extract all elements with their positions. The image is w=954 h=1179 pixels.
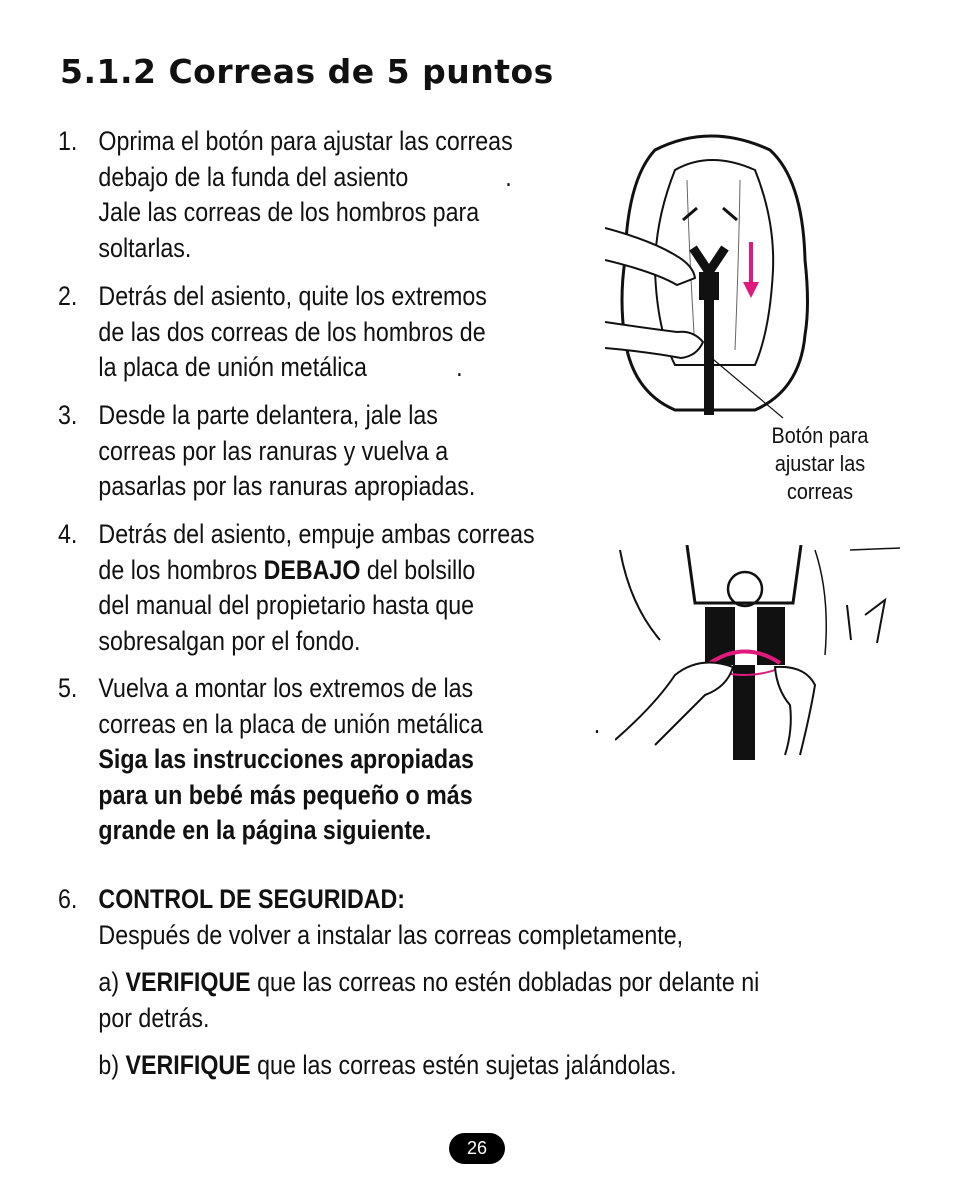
item-period: . — [456, 352, 463, 382]
caption-line: ajustar las — [774, 451, 866, 476]
item-line — [98, 813, 483, 849]
item-line — [98, 553, 534, 589]
item-line: debajo de la funda del asiento — [98, 161, 409, 192]
item-text: de los hombros — [98, 554, 264, 585]
page-number-badge: 26 — [449, 1133, 505, 1164]
item-line: del manual del propietario hasta que — [98, 590, 475, 620]
item-number: 5. — [58, 673, 78, 703]
item-number: 6. — [58, 884, 78, 914]
item-line — [98, 965, 759, 1001]
page-title: 5.1.2 Correas de 5 puntos — [60, 52, 554, 91]
item-line: sobresalgan por el fondo. — [98, 625, 361, 656]
item-line — [98, 1048, 759, 1084]
item-line: la placa de unión metálica — [98, 352, 367, 382]
item-period: . — [505, 161, 512, 192]
caption-line: Botón para — [771, 423, 869, 448]
item-line: pasarlas por las ranuras apropiadas. — [98, 471, 476, 501]
item-emphasis: Siga las instrucciones apropiadas — [98, 744, 474, 774]
caption-line: correas — [786, 479, 854, 504]
item-line: Desde la parte delantera, jale las — [98, 400, 438, 430]
item-number: 4. — [58, 519, 78, 549]
item-emphasis: VERIFIQUE — [125, 1050, 251, 1080]
item-text: que las correas no estén dobladas por delante ni — [250, 967, 760, 997]
item-line — [98, 778, 483, 814]
item-emphasis: DEBAJO — [263, 554, 361, 585]
item-text: que las correas estén sujetas jalándolas. — [250, 1050, 677, 1080]
item-emphasis: VERIFIQUE — [125, 967, 251, 997]
item-number: 3. — [58, 400, 78, 430]
car-seat-illustration — [605, 130, 820, 425]
item-number: 2. — [58, 281, 78, 311]
item-line — [98, 882, 759, 918]
item-period: . — [593, 708, 601, 739]
sub-item-label: b) — [98, 1050, 126, 1080]
item-line: Detrás del asiento, quite los extremos — [98, 281, 487, 311]
figure-caption — [753, 422, 888, 506]
item-emphasis: grande en la página siguiente. — [98, 815, 432, 845]
item-emphasis: para un bebé más pequeño o más — [98, 779, 473, 810]
item-line: Jale las correas de los hombros para — [98, 197, 480, 227]
item-line: Detrás del asiento, empuje ambas correas — [98, 519, 535, 549]
item-line — [98, 742, 483, 778]
item-line: Después de volver a instalar las correas completamente, — [98, 919, 684, 950]
item-line: por detrás. — [98, 1002, 210, 1033]
item-line: correas en la placa de unión metálica — [98, 708, 484, 739]
item-line: de las dos correas de los hombros de — [98, 316, 486, 347]
item-line: Oprima el botón para ajustar las correas — [98, 126, 513, 156]
item-line: correas por las ranuras y vuelva a — [98, 435, 449, 466]
item-line: soltarlas. — [98, 232, 192, 263]
item-line: Vuelva a montar los extremos de las — [98, 673, 474, 703]
sub-item-label: a) — [98, 967, 126, 997]
item-number: 1. — [58, 126, 78, 156]
harness-straps-illustration — [615, 545, 900, 760]
item-text: del bolsillo — [360, 554, 476, 585]
section-heading: CONTROL DE SEGURIDAD: — [98, 884, 406, 914]
